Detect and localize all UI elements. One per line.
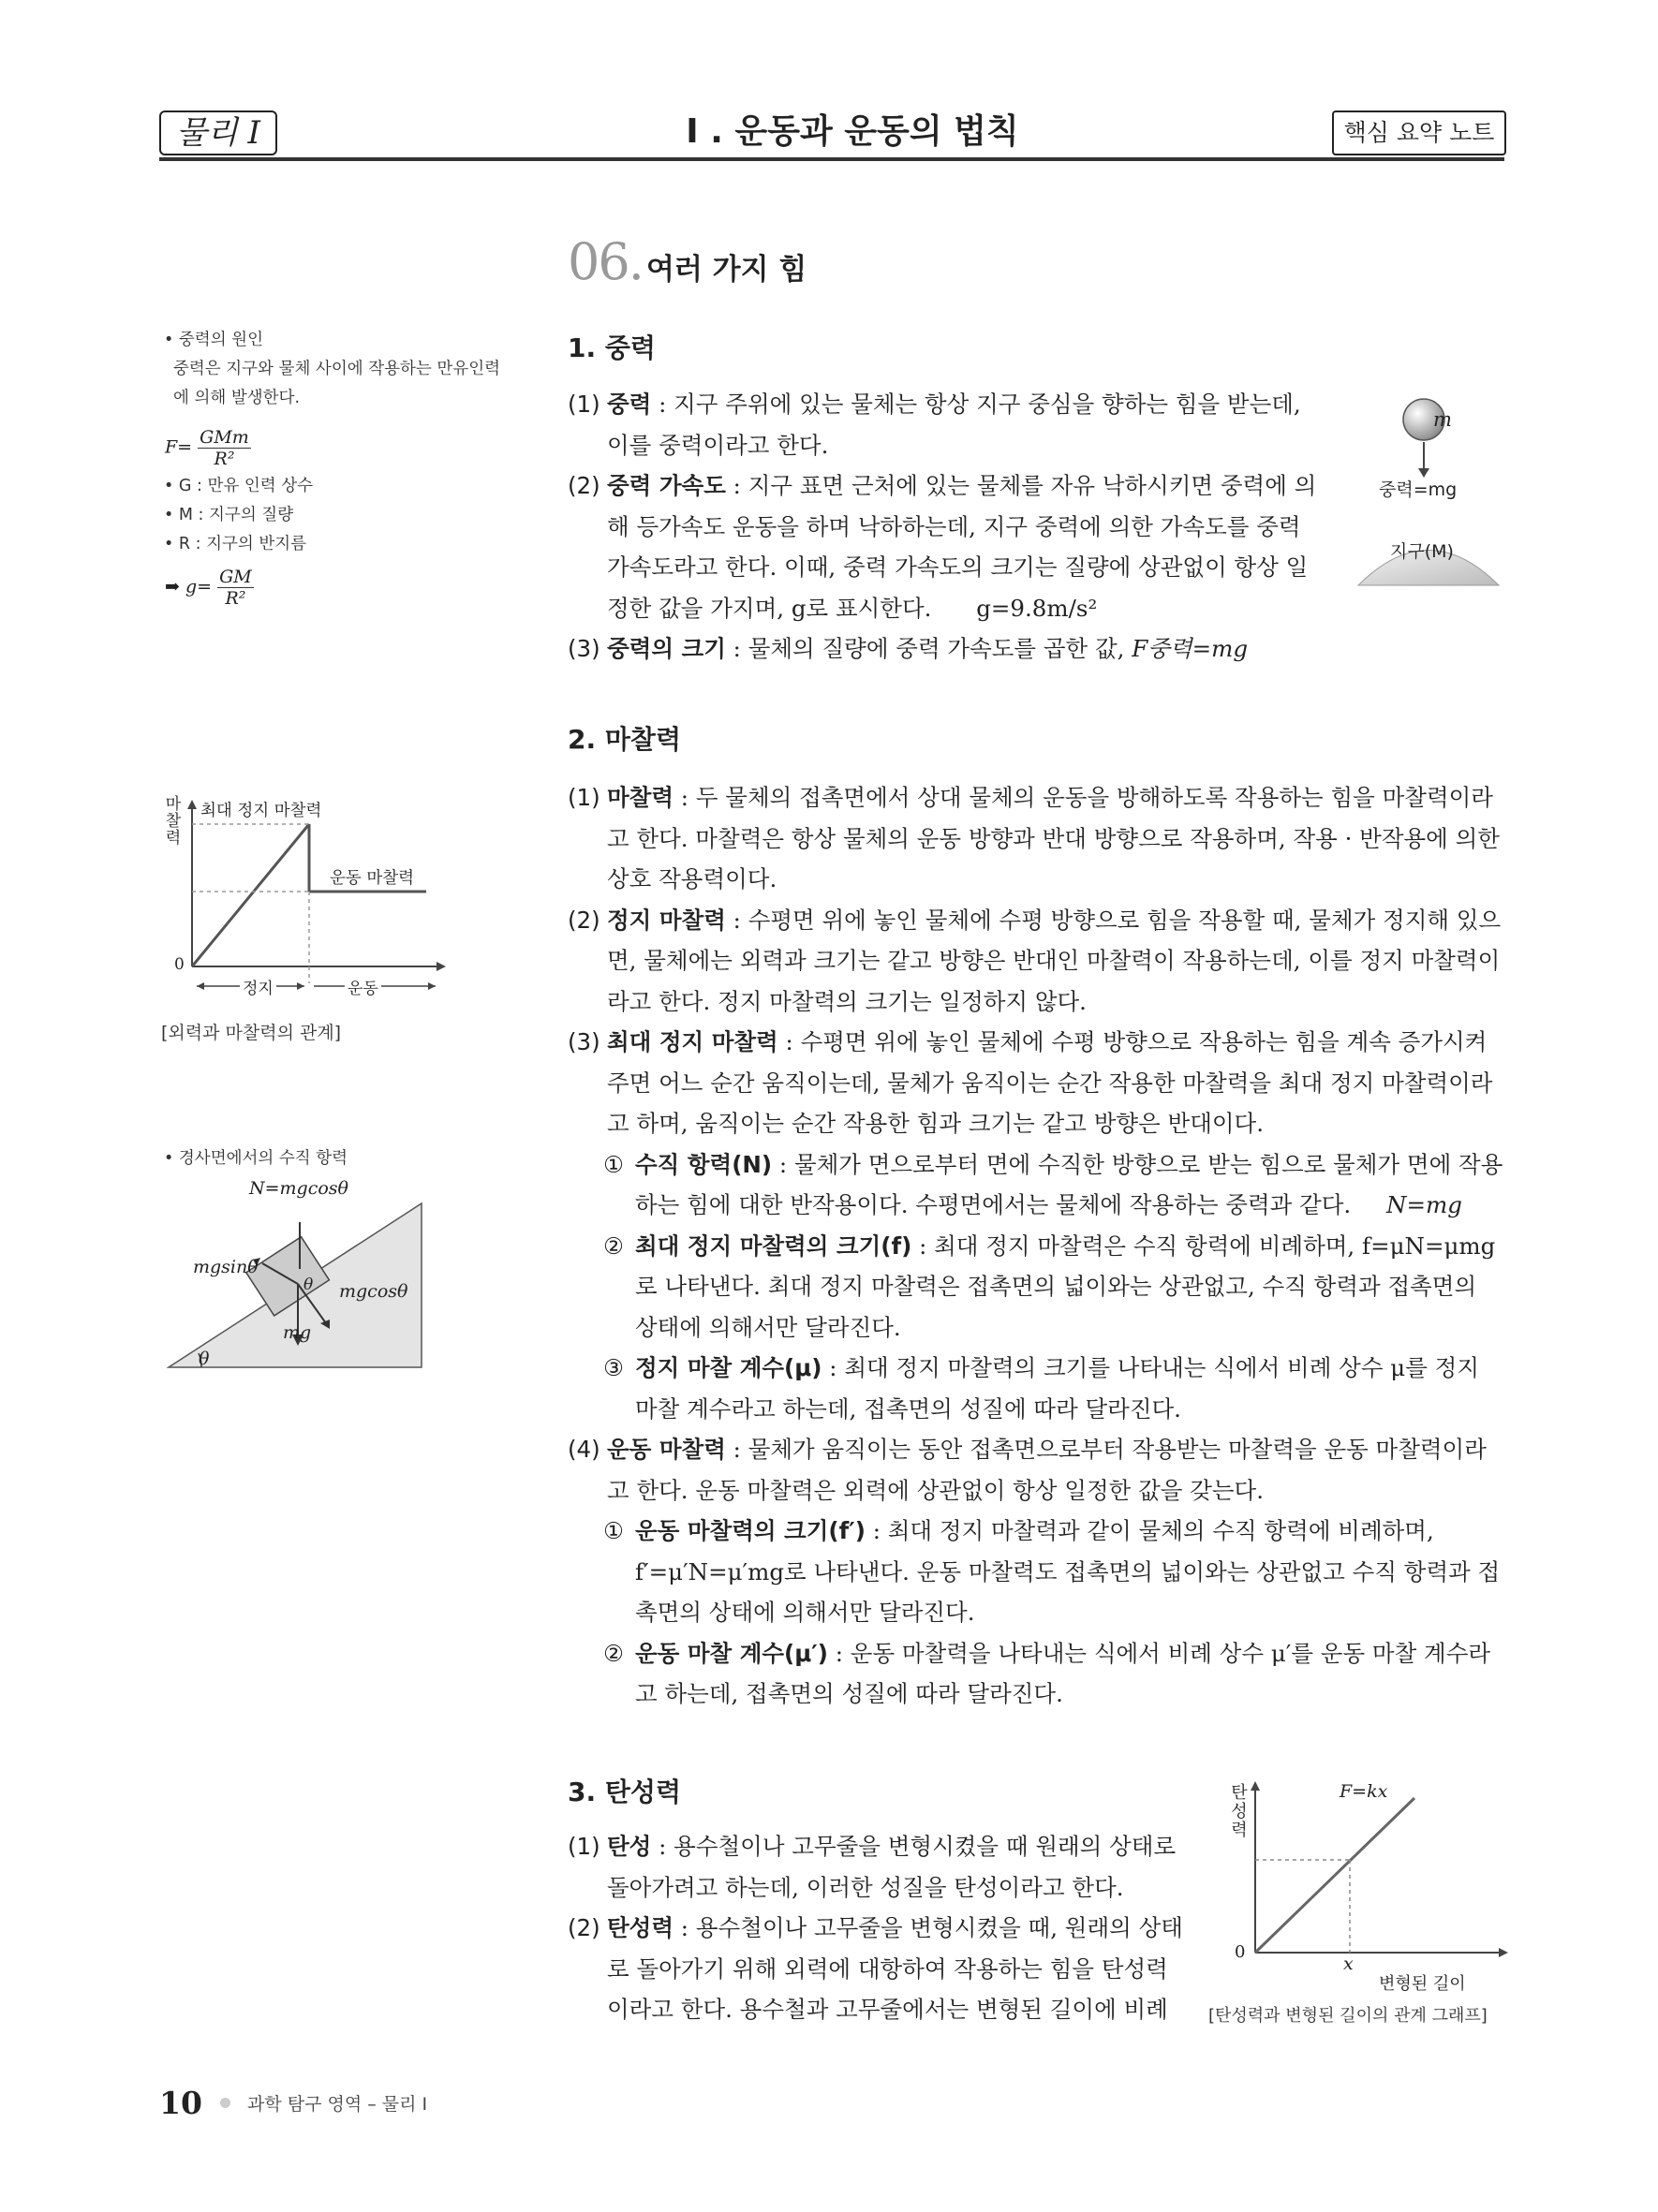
friction-origin: 0 (174, 955, 185, 974)
gravity-force-label: 중력=mg (1379, 479, 1458, 500)
note-label: 핵심 요약 노트 (1332, 111, 1506, 155)
x-axis-arrow (437, 962, 446, 971)
item-number: ① (603, 1150, 624, 1178)
along-force-label: mgsinθ (193, 1257, 259, 1277)
x-axis-arrow (1499, 1948, 1508, 1957)
item-number: (1) (568, 1833, 600, 1860)
normal-formula: N=mg (1386, 1191, 1462, 1218)
elastic-item-2 (568, 1908, 1186, 2030)
formula-fraction (198, 427, 251, 469)
sidebar-gravity-desc: 중력은 지구와 물체 사이에 작용하는 만유인력에 의해 발생한다. (173, 360, 501, 407)
subject-label: 물리 I (159, 111, 277, 155)
friction-item-2 (568, 900, 1504, 1023)
static-line (192, 824, 309, 966)
elastic-formula: F=kx (1340, 1781, 1388, 1802)
sidebar-gravity-title: • 중력의 원인 (164, 331, 263, 349)
formula-den: R² (214, 449, 235, 469)
g-fraction (217, 567, 254, 609)
block-theta: θ (303, 1276, 314, 1294)
elastic-body (568, 1826, 1186, 2030)
section-title: 여러 가지 힘 (646, 253, 807, 287)
friction-item-1 (568, 777, 1504, 900)
item-number: ② (603, 1639, 624, 1667)
weight-label: mg (283, 1322, 312, 1343)
item-text: : 물체가 움직이는 동안 접촉면으로부터 작용받는 마찰력을 운동 마찰력이라고 한다. 운동 마찰력은 외력에 상관없이 항상 일정한 값을 갖는다. (607, 1436, 1487, 1504)
item-text: : 용수철이나 고무줄을 변형시켰을 때, 원래의 상태로 돌아가기 위해 외력에 대항하여 작용하는 힘을 탄성력이라고 한다. 용수철과 고무줄에서는 변형된 길이에 비례 (607, 1914, 1183, 2023)
elastic-xlabel: 변형된 길이 (1379, 1974, 1466, 1994)
heading-gravity: 1. 중력 (568, 332, 656, 363)
section-number: 06. (568, 232, 643, 291)
item-number: (3) (568, 635, 600, 662)
friction-sub-kinetic-coef (568, 1633, 1504, 1715)
item-text: : 최대 정지 마찰력과 같이 물체의 수직 항력에 비례하며, f′=μ′N=μ′mg로 나타낸다. 운동 마찰력도 접촉면의 넓이와는 상관없고 수직 항력과 접촉면의 상태에 의해서만 달라진다. (635, 1517, 1501, 1626)
item-text: : 운동 마찰력을 나타내는 식에서 비례 상수 μ′를 운동 마찰 계수라고 하는데, 접촉면의 성질에 따라 달라진다. (635, 1639, 1491, 1707)
heading-elastic: 3. 탄성력 (568, 1777, 682, 1807)
item-text: : 수평면 위에 놓인 물체에 수평 방향으로 작용하는 힘을 계속 증가시켜 주면 어느 순간 움직이는데, 물체가 움직이는 순간 작용한 마찰력을 최대 정지 마찰력이라고 하며, 움직이는 순간 작용한 힘과 크기는 같고 방향은 반대이다. (607, 1028, 1493, 1137)
item-number: (2) (568, 906, 600, 934)
friction-sub-kinetic (568, 1511, 1504, 1633)
sidebar-defs (164, 472, 313, 559)
elastic-item-1 (568, 1826, 1186, 1908)
formula-lhs: F= (165, 436, 193, 458)
friction-body (568, 777, 1504, 1715)
footer-text: 과학 탐구 영역 – 물리 I (247, 2094, 428, 2115)
item-text: : 용수철이나 고무줄을 변형시켰을 때 원래의 상태로 돌아가려고 하는데, 이러한 성질을 탄성이라고 한다. (607, 1833, 1177, 1901)
sidebar-gravity-formula (165, 427, 251, 469)
def-G: • G : 만유 인력 상수 (164, 477, 314, 495)
perp-force-label: mgcosθ (339, 1281, 408, 1302)
item-text: : 지구 주위에 있는 물체는 항상 지구 중심을 향하는 힘을 받는데, 이를 중력이라고 한다. (607, 391, 1301, 459)
span-arrow (297, 982, 304, 990)
header-rule (159, 157, 1504, 161)
item-term: 운동 마찰력의 크기(f′) (635, 1517, 866, 1544)
mass-label: m (1433, 408, 1452, 431)
friction-ylabel: 마찰력 (165, 795, 182, 848)
g-num: GM (219, 567, 252, 587)
g-value-formula: g=9.8m/s² (976, 594, 1098, 622)
item-term: 탄성력 (607, 1914, 674, 1941)
friction-sub-normal (568, 1144, 1504, 1226)
item-term: 정지 마찰 계수(μ) (635, 1354, 822, 1381)
gravity-body (568, 384, 1317, 670)
sidebar-g-formula (165, 567, 254, 609)
gravity-item-2 (568, 465, 1317, 628)
static-range-label: 정지 (240, 975, 276, 998)
def-R: • R : 지구의 반지름 (164, 535, 307, 553)
elastic-graph (1227, 1779, 1508, 1976)
incline-title: • 경사면에서의 수직 항력 (164, 1149, 348, 1168)
item-term: 최대 정지 마찰력의 크기(f) (635, 1231, 912, 1260)
incline-theta: θ (199, 1349, 210, 1369)
item-term: 운동 마찰력 (607, 1436, 726, 1463)
def-M: • M : 지구의 질량 (164, 506, 294, 524)
elastic-caption: [탄성력과 변형된 길이의 관계 그래프] (1208, 2006, 1488, 2026)
gravity-formula: F중력=mg (1132, 635, 1249, 662)
y-axis-arrow (187, 800, 197, 809)
item-text: : 두 물체의 접촉면에서 상대 물체의 운동을 방해하도록 작용하는 힘을 마찰력이라고 한다. 마찰력은 항상 물체의 운동 방향과 반대 방향으로 작용하며, 작용 · 반작용에 의한 상호 작용력이다. (607, 784, 1500, 892)
item-term: 탄성 (607, 1833, 652, 1860)
item-term: 운동 마찰 계수(μ′) (635, 1639, 828, 1667)
span-arrow (197, 982, 204, 990)
item-text: : 최대 정지 마찰력은 수직 항력에 비례하며, f=μN=μmg로 나타낸다. 최대 정지 마찰력은 접촉면의 넓이와는 상관없고, 수직 항력과 접촉면의 상태에 의해서만 달라진다. (635, 1231, 1496, 1341)
item-term: 중력의 크기 (607, 635, 726, 662)
spring-line (1255, 1798, 1414, 1953)
elastic-xmark: x (1343, 1954, 1354, 1974)
item-number: ② (603, 1231, 624, 1260)
span-arrow (428, 982, 436, 990)
item-number: (2) (568, 472, 600, 499)
item-number: (4) (568, 1436, 600, 1463)
item-number: ① (603, 1517, 624, 1544)
item-number: ③ (603, 1354, 624, 1381)
motion-range-label: 운동 (345, 975, 381, 998)
normal-force-label: N=mgcosθ (249, 1178, 348, 1199)
friction-graph-caption: [외력과 마찰력의 관계] (161, 1023, 342, 1043)
friction-item-4 (568, 1429, 1504, 1511)
heading-friction: 2. 마찰력 (568, 724, 682, 755)
friction-sub-maxstatic (568, 1226, 1504, 1349)
page-number: 10 (159, 2085, 202, 2121)
elastic-origin: 0 (1235, 1942, 1246, 1962)
elastic-ylabel: 탄성력 (1231, 1783, 1248, 1840)
earth-label: 지구(M) (1390, 541, 1454, 562)
formula-num: GMm (200, 427, 249, 448)
gravity-item-3 (568, 628, 1317, 670)
item-number: (2) (568, 1914, 600, 1941)
max-static-label: 최대 정지 마찰력 (200, 802, 322, 820)
item-term: 중력 가속도 (607, 472, 726, 499)
friction-item-3 (568, 1022, 1504, 1144)
gravity-item-1 (568, 384, 1317, 465)
chapter-title: I . 운동과 운동의 법칙 (686, 112, 1019, 151)
item-number: (1) (568, 784, 600, 811)
item-text: : 물체의 질량에 중력 가속도를 곱한 값, (725, 635, 1132, 662)
g-den: R² (225, 588, 246, 609)
item-text: : 물체가 면으로부터 면에 수직한 방향으로 받는 힘으로 물체가 면에 작용하는 힘에 대한 반작용이다. 수평면에서는 물체에 작용하는 중력과 같다. (635, 1150, 1503, 1218)
friction-sub-coef (568, 1348, 1504, 1429)
item-term: 중력 (607, 391, 652, 418)
item-term: 마찰력 (607, 784, 674, 811)
item-text: : 수평면 위에 놓인 물체에 수평 방향으로 힘을 작용할 때, 물체가 정지해 있으면, 물체에는 외력과 크기는 같고 방향은 반대인 마찰력이 작용하는데, 이를 정지 마찰력이라고 한다. 정지 마찰력의 크기는 일정하지 않다. (607, 906, 1502, 1015)
g-lhs: ➡ g= (165, 576, 213, 597)
item-text: : 지구 표면 근처에 있는 물체를 자유 낙하시키면 중력에 의해 등가속도 운동을 하며 낙하하는데, 지구 중력에 의한 가속도를 중력 가속도라고 한다. 이때, 중력 가속도의 크기는 질량에 상관없이 항상 일정한 값을 가지며, g로 표시한다. (607, 472, 1317, 622)
sidebar-gravity-note (164, 326, 501, 413)
kinetic-label: 운동 마찰력 (330, 869, 415, 888)
footer-dot (220, 2098, 230, 2108)
item-number: (1) (568, 391, 600, 418)
item-text: : 최대 정지 마찰력의 크기를 나타내는 식에서 비례 상수 μ를 정지 마찰 계수라고 하는데, 접촉면의 성질에 따라 달라진다. (635, 1354, 1480, 1423)
item-term: 수직 항력(N) (635, 1150, 773, 1178)
item-term: 정지 마찰력 (607, 906, 726, 934)
friction-graph (159, 796, 450, 1021)
item-number: (3) (568, 1028, 600, 1055)
y-axis-arrow (1251, 1781, 1260, 1791)
item-term: 최대 정지 마찰력 (607, 1028, 778, 1055)
